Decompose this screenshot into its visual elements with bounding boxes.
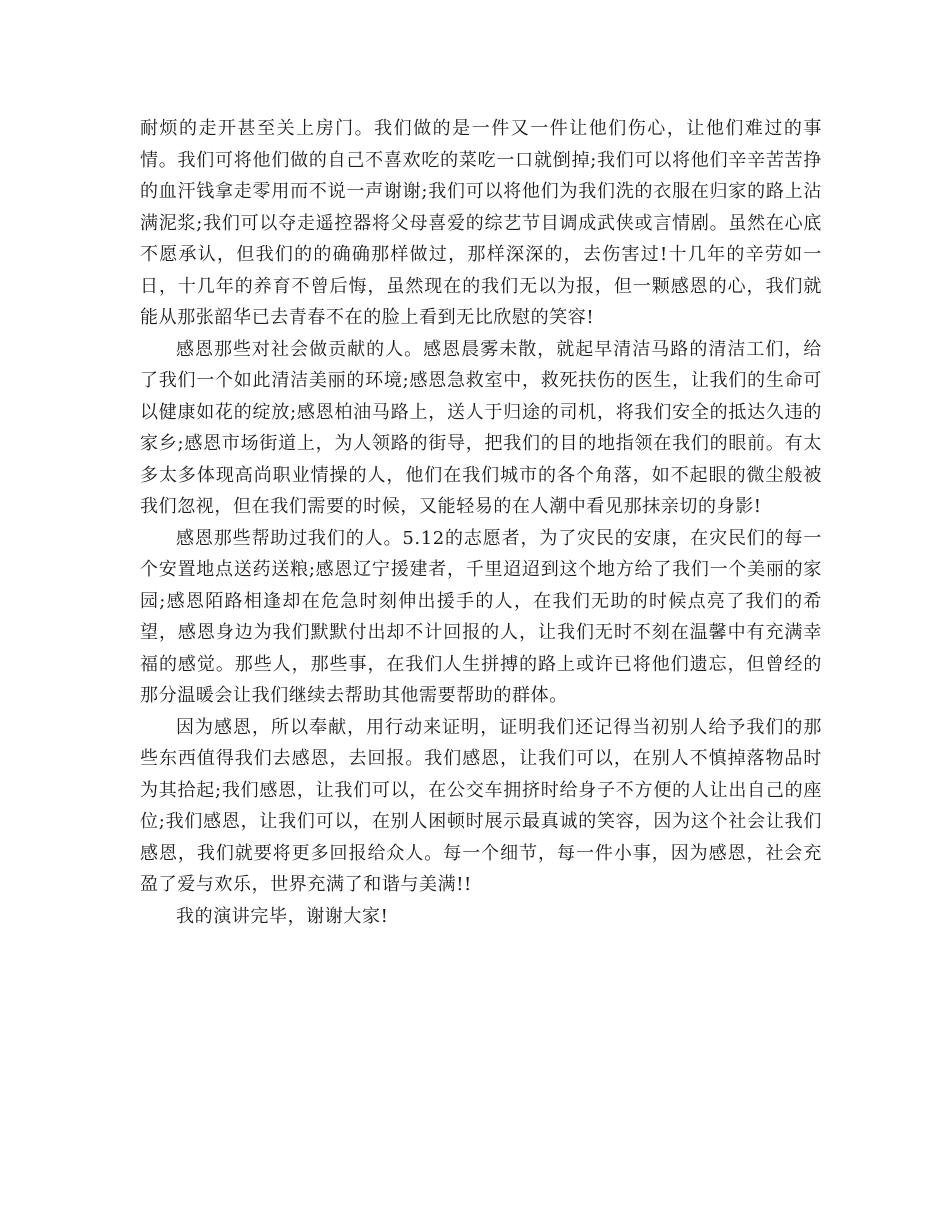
- body-text: [140, 113, 822, 932]
- paragraph-helpers: 感恩那些帮助过我们的人。5.12的志愿者，为了灾民的安康，在灾民们的每一个安置地点送药送粮;感恩辽宁援建者，千里迢迢到这个地方给了我们一个美丽的家园;感恩陌路相逢却在危急时刻伸出援手的人，在我们无助的时候点亮了我们的希望，感恩身边为我们默默付出却不计回报的人，让我们无时不刻在温馨中有充满幸福的感觉。那些人，那些事，在我们人生拼搏的路上或许已将他们遗忘，但曾经的那分温暖会让我们继续去帮助其他需要帮助的群体。: [140, 527, 822, 706]
- paragraph-social-contributors: 感恩那些对社会做贡献的人。感恩晨雾未散，就起早清洁马路的清洁工们，给了我们一个如此清洁美丽的环境;感恩急救室中，救死扶伤的医生，让我们的生命可以健康如花的绽放;感恩柏油马路上，送人于归途的司机，将我们安全的抵达久违的家乡;感恩市场街道上，为人领路的街导，把我们的目的地指领在我们的眼前。有太多太多体现高尚职业情操的人，他们在我们城市的各个角落，如不起眼的微尘般被我们忽视，但在我们需要的时候，又能轻易的在人潮中看见那抹亲切的身影!: [140, 338, 822, 517]
- paragraph-continued: 耐烦的走开甚至关上房门。我们做的是一件又一件让他们伤心，让他们难过的事情。我们可将他们做的自己不喜欢吃的菜吃一口就倒掉;我们可以将他们辛辛苦苦挣的血汗钱拿走零用而不说一声谢谢;我们可以将他们为我们洗的衣服在归家的路上沾满泥浆;我们可以夺走遥控器将父母喜爱的综艺节目调成武侠或言情剧。虽然在心底不愿承认，但我们的的确确那样做过，那样深深的，去伤害过!十几年的辛劳如一日，十几年的养育不曾后悔，虽然现在的我们无以为报，但一颗感恩的心，我们就能从那张韶华已去青春不在的脸上看到无比欣慰的笑容!: [140, 118, 822, 328]
- paragraph-closing: 我的演讲完毕，谢谢大家!: [176, 905, 389, 927]
- paragraph-dedication: 因为感恩，所以奉献，用行动来证明，证明我们还记得当初别人给予我们的那些东西值得我们去感恩，去回报。我们感恩，让我们可以，在别人不慎掉落物品时为其拾起;我们感恩，让我们可以，在公交车拥挤时给身子不方便的人让出自己的座位;我们感恩，让我们可以，在别人困顿时展示最真诚的笑容，因为这个社会让我们感恩，我们就要将更多回报给众人。每一个细节，每一件小事，因为感恩，社会充盈了爱与欢乐，世界充满了和谐与美满!!: [140, 716, 822, 895]
